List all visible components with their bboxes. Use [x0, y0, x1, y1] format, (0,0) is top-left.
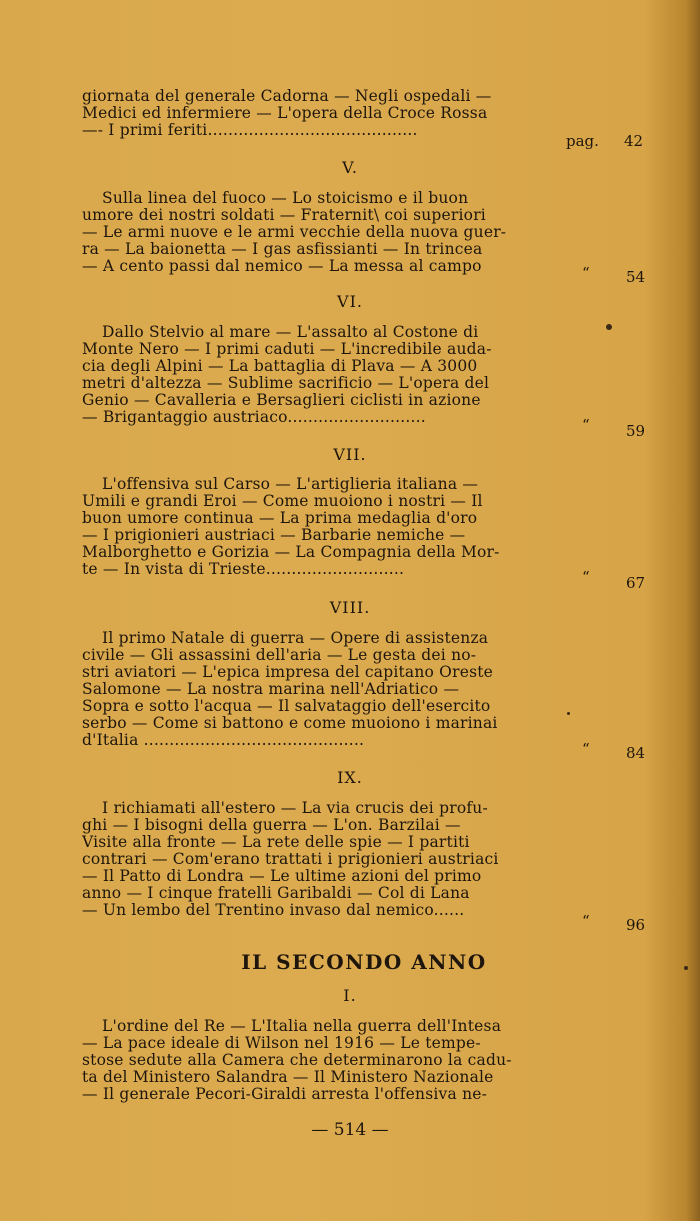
- entry-line: metri d'altezza — Sublime sacrificio — L'opera del: [82, 375, 490, 392]
- entry-line: L'ordine del Re — L'Italia nella guerra dell'Intesa: [102, 1018, 502, 1035]
- entry-line: ta del Ministero Salandra — Il Ministero Nazionale: [82, 1069, 494, 1086]
- entry-line: Malborghetto e Gorizia — La Compagnia della Mor-: [82, 544, 500, 561]
- entry-line: buon umore continua — La prima medaglia d'oro: [82, 510, 478, 527]
- ditto-mark: “: [582, 912, 590, 930]
- chapter-numeral: VIII.: [329, 598, 371, 617]
- entry-line: ra — La baionetta — I gas asfissianti — In trincea: [82, 241, 483, 258]
- page-number: 59: [626, 422, 646, 440]
- entry-line: stose sedute alla Camera che determinarono la cadu-: [82, 1052, 512, 1069]
- entry-line: — La pace ideale di Wilson nel 1916 — Le tempe-: [82, 1035, 481, 1052]
- entry-line: Medici ed infermiere — L'opera della Croce Rossa: [82, 105, 488, 122]
- ink-speck: [606, 324, 612, 330]
- entry-line: Sulla linea del fuoco — Lo stoicismo e il buon: [102, 190, 469, 207]
- page-number: 96: [626, 916, 646, 934]
- entry-line: —- I primi feriti.........................................: [82, 122, 418, 139]
- toc-entry: [82, 1018, 560, 1103]
- toc-entry: [82, 324, 560, 426]
- entry-line: contrari — Com'erano trattati i prigionieri austriaci: [82, 851, 499, 868]
- entry-line: Il primo Natale di guerra — Opere di assistenza: [102, 630, 489, 647]
- page-folio: — 514 —: [311, 1120, 389, 1140]
- entry-line: Genio — Cavalleria e Bersaglieri ciclisti in azione: [82, 392, 481, 409]
- ink-speck: [567, 712, 570, 715]
- ink-speck: [684, 966, 688, 970]
- entry-line: Dallo Stelvio al mare — L'assalto al Costone di: [102, 324, 479, 341]
- ditto-mark: “: [582, 264, 590, 282]
- ditto-mark: “: [582, 740, 590, 758]
- entry-line: Visite alla fronte — La rete delle spie — I partiti: [82, 834, 470, 851]
- part-heading: IL SECONDO ANNO: [241, 950, 487, 974]
- entry-line: — Un lembo del Trentino invaso dal nemico......: [82, 902, 465, 919]
- entry-line: civile — Gli assassini dell'aria — Le gesta dei no-: [82, 647, 477, 664]
- ditto-mark: “: [582, 416, 590, 434]
- entry-line: — A cento passi dal nemico — La messa al campo: [82, 258, 482, 275]
- chapter-numeral: IX.: [337, 768, 363, 787]
- toc-entry-continued: [82, 88, 560, 139]
- entry-line: Sopra e sotto l'acqua — Il salvataggio dell'esercito: [82, 698, 491, 715]
- entry-line: I richiamati all'estero — La via crucis dei profu-: [102, 800, 488, 817]
- entry-line: giornata del generale Cadorna — Negli ospedali —: [82, 88, 492, 105]
- chapter-numeral: VII.: [333, 445, 367, 464]
- entry-line: — Il Patto di Londra — Le ultime azioni del primo: [82, 868, 482, 885]
- entry-line: — Il generale Pecori-Giraldi arresta l'offensiva ne-: [82, 1086, 488, 1103]
- entry-line: ghi — I bisogni della guerra — L'on. Barzilai —: [82, 817, 461, 834]
- entry-line: — Le armi nuove e le armi vecchie della nuova guer-: [82, 224, 507, 241]
- entry-line: L'offensiva sul Carso — L'artiglieria italiana —: [102, 476, 479, 493]
- entry-line: Monte Nero — I primi caduti — L'incredibile auda-: [82, 341, 492, 358]
- chapter-numeral: VI.: [337, 292, 363, 311]
- entry-line: d'Italia ...........................................: [82, 732, 365, 749]
- entry-line: te — In vista di Trieste...........................: [82, 561, 405, 578]
- page-number: 54: [626, 268, 646, 286]
- chapter-numeral: V.: [342, 158, 358, 177]
- ditto-mark: “: [582, 568, 590, 586]
- entry-line: umore dei nostri soldati — Fraternit\ coi superiori: [82, 207, 486, 224]
- entry-line: Umili e grandi Eroi — Come muoiono i nostri — Il: [82, 493, 483, 510]
- toc-entry: [82, 476, 560, 578]
- entry-line: cia degli Alpini — La battaglia di Plava — A 3000: [82, 358, 478, 375]
- entry-line: anno — I cinque fratelli Garibaldi — Col di Lana: [82, 885, 470, 902]
- page-prefix: pag.: [566, 132, 599, 150]
- entry-line: serbo — Come si battono e come muoiono i marinai: [82, 715, 498, 732]
- entry-line: — I prigionieri austriaci — Barbarie nemiche —: [82, 527, 466, 544]
- chapter-numeral: I.: [343, 986, 357, 1005]
- toc-entry: [82, 800, 560, 919]
- entry-line: Salomone — La nostra marina nell'Adriatico —: [82, 681, 460, 698]
- toc-entry: [82, 190, 560, 275]
- toc-entry: [82, 630, 560, 749]
- entry-line: — Brigantaggio austriaco...........................: [82, 409, 426, 426]
- page-number: 84: [626, 744, 646, 762]
- page-number: 67: [626, 574, 646, 592]
- entry-line: stri aviatori — L'epica impresa del capitano Oreste: [82, 664, 494, 681]
- page-number: 42: [624, 132, 644, 150]
